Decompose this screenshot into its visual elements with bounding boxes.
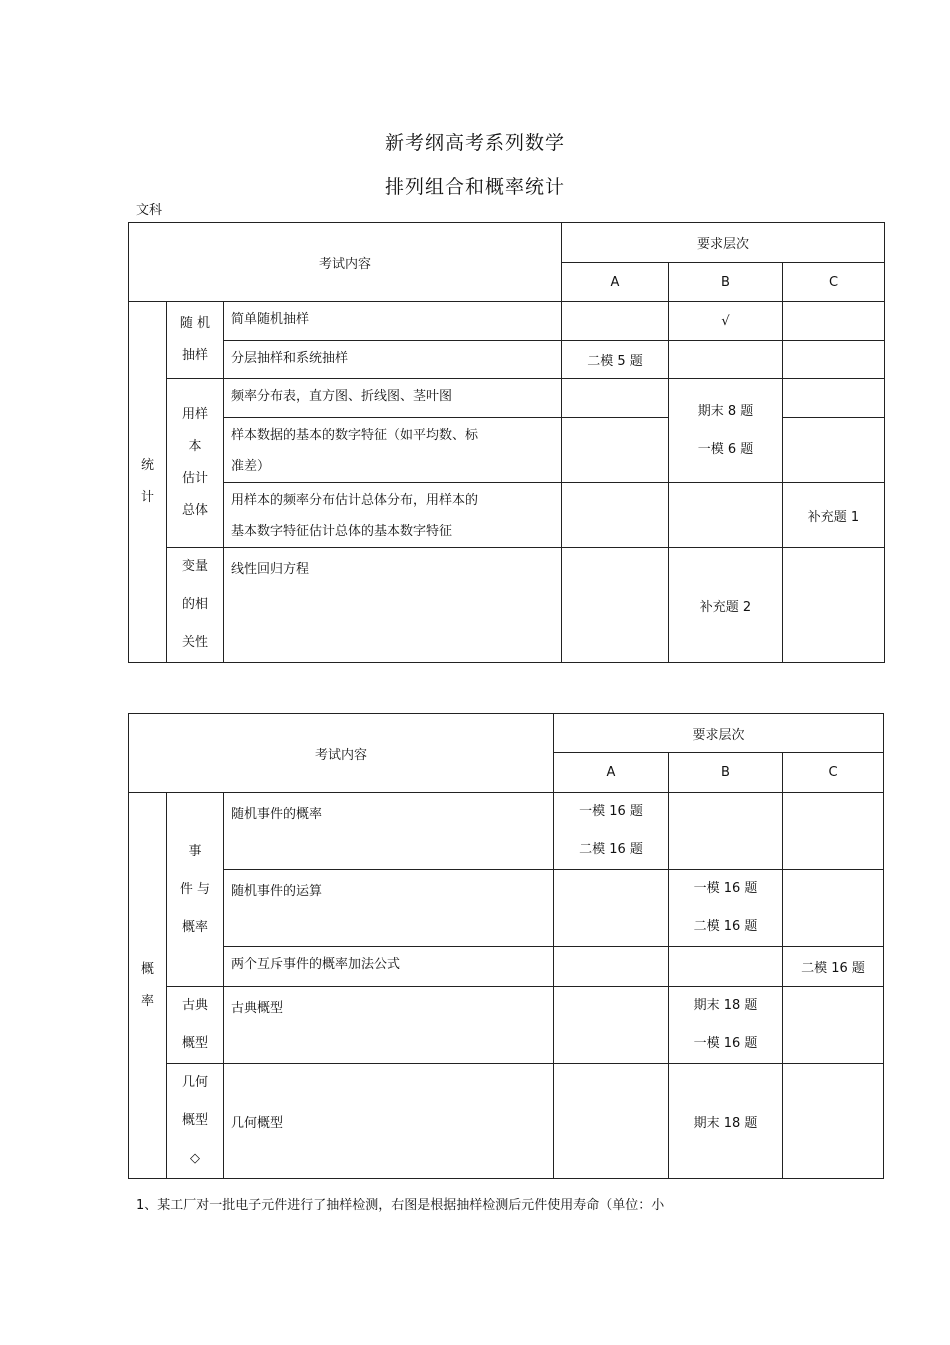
col-a-header: A — [554, 753, 669, 793]
content-event-probability: 随机事件的概率 — [224, 793, 554, 870]
cell-c — [783, 418, 885, 483]
cell-b — [669, 483, 783, 548]
content-simple-random-sampling: 简单随机抽样 — [224, 302, 562, 341]
requirement-badge: 补充题 1 — [783, 483, 885, 548]
subject-label: 文科 — [136, 203, 163, 218]
requirement-badge: 一模 16 题 二模 16 题 — [669, 870, 783, 947]
page-title: 新考纲高考系列数学 — [384, 132, 565, 154]
requirement-badge: 期末 18 题 一模 16 题 — [669, 987, 783, 1064]
exam-content-header: 考试内容 — [129, 714, 554, 793]
content-addition-formula: 两个互斥事件的概率加法公式 — [224, 947, 554, 987]
col-a-header: A — [562, 263, 669, 302]
col-c-header: C — [783, 753, 884, 793]
cell-a — [562, 483, 669, 548]
level-header: 要求层次 — [562, 223, 885, 263]
cell-a — [562, 548, 669, 663]
col-b-header: B — [669, 753, 783, 793]
cell-a — [554, 947, 669, 987]
category-geometric: 几何 概型 ◇ — [167, 1064, 224, 1179]
cell-c — [783, 341, 885, 379]
col-c-header: C — [783, 263, 885, 302]
category-events: 事 件 与 概率 — [167, 793, 224, 987]
content-stratified-systematic-sampling: 分层抽样和系统抽样 — [224, 341, 562, 379]
requirement-badge: 期末 8 题 一模 6 题 — [669, 379, 783, 483]
requirement-badge: 一模 16 题 二模 16 题 — [554, 793, 669, 870]
cell-a — [554, 987, 669, 1064]
cell-c — [783, 793, 884, 870]
category-correlation: 变量 的相 关性 — [167, 548, 224, 663]
cell-c — [783, 379, 885, 418]
category-sample-estimation: 用样 本 估计 总体 — [167, 379, 224, 548]
probability-requirements-table — [128, 713, 884, 1179]
cell-c — [783, 987, 884, 1064]
requirement-badge: 期末 18 题 — [669, 1064, 783, 1179]
content-estimate-population: 用样本的频率分布估计总体分布，用样本的 基本数字特征估计总体的基本数字特征 — [224, 483, 562, 548]
check-mark: √ — [669, 302, 783, 341]
requirement-badge: 补充题 2 — [669, 548, 783, 663]
group-statistics: 统 计 — [129, 302, 167, 663]
content-geometric-model: 几何概型 — [224, 1064, 554, 1179]
cell-b — [669, 947, 783, 987]
statistics-requirements-table — [128, 222, 885, 663]
requirement-badge: 二模 16 题 — [783, 947, 884, 987]
content-frequency-charts: 频率分布表，直方图、折线图、茎叶图 — [224, 379, 562, 418]
level-header: 要求层次 — [554, 714, 884, 753]
content-numerical-features: 样本数据的基本的数字特征（如平均数、标 准差） — [224, 418, 562, 483]
page-subtitle: 排列组合和概率统计 — [384, 176, 565, 198]
cell-b — [669, 341, 783, 379]
col-b-header: B — [669, 263, 783, 302]
content-linear-regression: 线性回归方程 — [224, 548, 562, 663]
group-probability: 概 率 — [129, 793, 167, 1179]
cell-a — [554, 870, 669, 947]
question-text: 1、某工厂对一批电子元件进行了抽样检测，右图是根据抽样检测后元件使用寿命（单位：小 — [136, 1198, 665, 1213]
category-classical: 古典 概型 — [167, 987, 224, 1064]
cell-c — [783, 1064, 884, 1179]
exam-content-header: 考试内容 — [129, 223, 562, 302]
cell-a — [562, 418, 669, 483]
cell-c — [783, 870, 884, 947]
diamond-icon: ◇ — [190, 1151, 200, 1166]
content-classical-model: 古典概型 — [224, 987, 554, 1064]
cell-a — [562, 379, 669, 418]
cell-a — [562, 302, 669, 341]
cell-c — [783, 548, 885, 663]
content-event-operations: 随机事件的运算 — [224, 870, 554, 947]
cell-b — [669, 793, 783, 870]
cell-a — [554, 1064, 669, 1179]
requirement-badge: 二模 5 题 — [562, 341, 669, 379]
category-random-sampling: 随 机 抽样 — [167, 302, 224, 379]
cell-c — [783, 302, 885, 341]
